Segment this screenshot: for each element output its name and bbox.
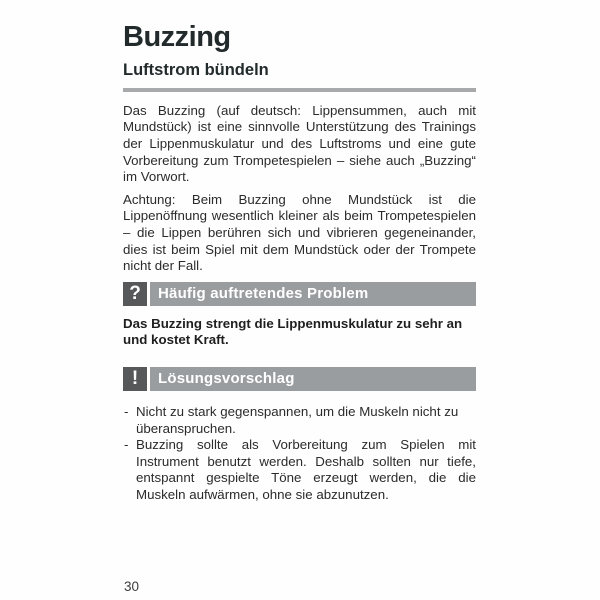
solution-banner xyxy=(123,367,476,391)
page-content xyxy=(123,0,476,504)
note-paragraph: Achtung: Beim Buzzing ohne Mundstück ist die Lippenöffnung wesentlich kleiner als beim Trompetespielen – die Lippen berühren sich und vibrieren gegeneinander, dies ist beim Spiel mit dem Mundstück oder der Trompete nicht der Fall. xyxy=(123,191,476,274)
bullet-dash: - xyxy=(124,437,129,453)
problem-statement: Das Buzzing strengt die Lippenmuskulatur zu sehr an und kostet Kraft. xyxy=(123,315,463,348)
solution-banner-label: Lösungsvorschlag xyxy=(150,367,476,391)
list-item-text: Buzzing sollte als Vorbereitung zum Spielen mit Instrument benutzt werden. Deshalb sollten nur tiefe, entspannt gespielte Töne erzeugt werden, die die Muskeln aufwärmen, ohne sie abzunutzen. xyxy=(136,437,476,502)
intro-paragraph: Das Buzzing (auf deutsch: Lippensummen, auch mit Mundstück) ist eine sinnvolle Unterstützung des Trainings der Lippenmuskulatur und des Luftstroms und eine gute Vorbereitung zum Trompetespielen – siehe auch „Buzzing“ im Vorwort. xyxy=(123,102,476,185)
list-item xyxy=(123,437,476,503)
exclamation-mark-icon: ! xyxy=(123,367,147,391)
page-number: 30 xyxy=(124,579,140,594)
page-subtitle: Luftstrom bündeln xyxy=(123,60,269,79)
page-title: Buzzing xyxy=(123,21,231,53)
problem-banner xyxy=(123,282,476,306)
question-mark-icon: ? xyxy=(123,282,147,306)
problem-banner-label: Häufig auftretendes Problem xyxy=(150,282,476,306)
divider-rule xyxy=(123,88,476,92)
list-item xyxy=(123,404,476,437)
bullet-dash: - xyxy=(124,404,129,420)
solution-list xyxy=(123,404,476,504)
list-item-text: Nicht zu stark gegenspannen, um die Muskeln nicht zu überanspruchen. xyxy=(136,404,459,436)
